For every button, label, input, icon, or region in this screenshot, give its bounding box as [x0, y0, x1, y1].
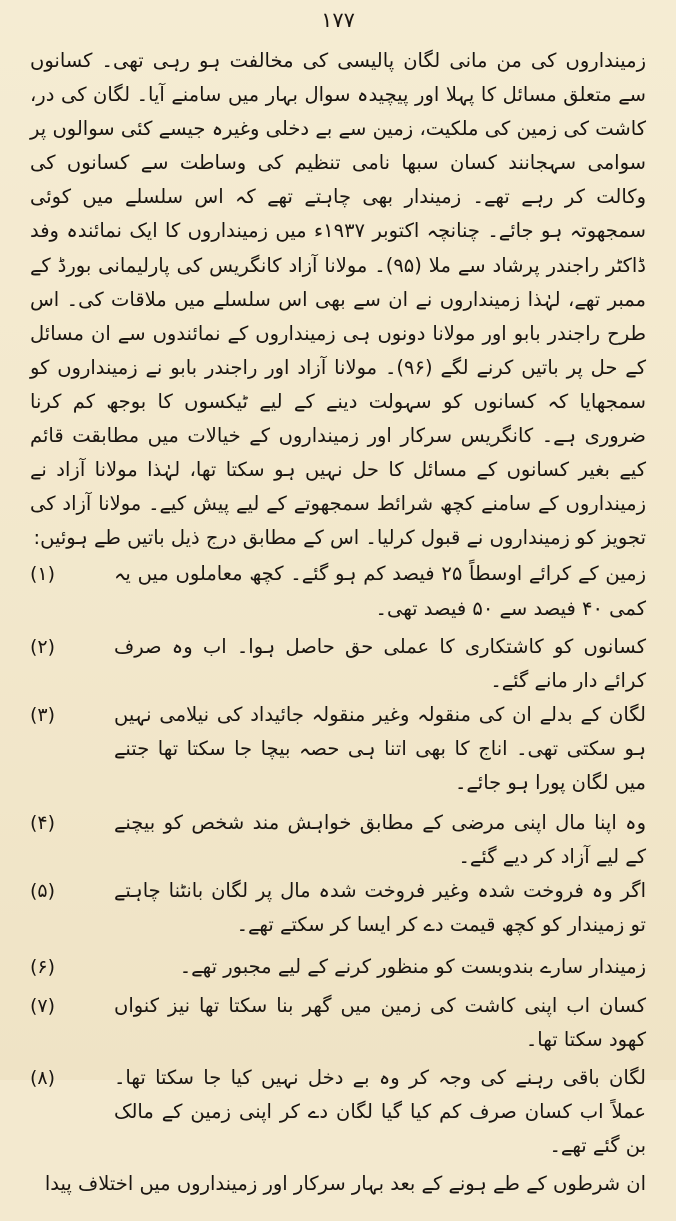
item-number: (۶) — [30, 956, 56, 979]
item-number: (۳) — [30, 703, 56, 726]
item-text: کسانوں کو کاشتکاری کا عملی حق حاصل ہوا۔ اب وہ صرف کرائے دار مانے گئے۔ — [114, 634, 646, 692]
list-item — [30, 630, 646, 698]
closing-line: ان شرطوں کے طے ہونے کے بعد بہار سرکار اور زمینداروں میں اختلاف پیدا — [44, 1172, 646, 1195]
item-text: زمین کے کرائے اوسطاً ۲۵ فیصد کم ہو گئے۔ کچھ معاملوں میں یہ کمی ۴۰ فیصد سے ۵۰ فیصد تھی۔ — [114, 562, 646, 620]
item-number: (۷) — [30, 994, 56, 1017]
list-item — [30, 557, 646, 625]
item-number: (۸) — [30, 1066, 56, 1089]
item-number: (۴) — [30, 812, 56, 835]
item-number: (۲) — [30, 635, 56, 658]
list-item — [30, 698, 646, 800]
list-item — [30, 874, 646, 942]
item-text: زمیندار سارے بندوبست کو منظور کرنے کے لیے مجبور تھے۔ — [179, 955, 646, 979]
conditions-list — [30, 557, 646, 1163]
item-text: کسان اب اپنی کاشت کی زمین میں گھر بنا سکتا تھا نیز کنواں کھود سکتا تھا۔ — [114, 993, 646, 1051]
list-item — [30, 806, 646, 874]
item-text: لگان کے بدلے ان کی منقولہ وغیر منقولہ جائیداد کی نیلامی نہیں ہو سکتی تھی۔ اناج کا بھی اتنا ہی حصہ بیچا جا سکتا تھا جتنے میں لگان پورا ہو جائے۔ — [114, 702, 646, 794]
list-item — [30, 950, 646, 984]
list-item — [30, 1061, 646, 1163]
item-text: وہ اپنا مال اپنی مرضی کے مطابق خواہش مند شخص کو بیچنے کے لیے آزاد کر دیے گئے۔ — [114, 811, 646, 869]
page-body — [30, 44, 646, 1221]
intro-paragraph: زمینداروں کی من مانی لگان پالیسی کی مخالفت ہو رہی تھی۔ کسانوں سے متعلق مسائل کا پہلا اور پیچیدہ سوال بہار میں سامنے آیا۔ لگان کی در، کاشت کی زمین کی ملکیت، زمین سے بے دخلی وغیرہ جیسے کئی سوالوں پر سوامی سہجانند کسان سبھا نامی تنظیم کی وساطت سے کسانوں کی وکالت کر رہے تھے۔ زمیندار بھی چاہتے تھے کہ اس سلسلے میں کوئی سمجھوتہ ہو جائے۔ چنانچہ اکتوبر ۱۹۳۷ء میں زمینداروں کا ایک نمائندہ وفد ڈاکٹر راجندر پرشاد سے ملا (۹۵)۔ مولانا آزاد کانگریس کی پارلیمانی بورڈ کے ممبر تھے، لہٰذا زمینداروں نے ان سے بھی اس سلسلے میں ملاقات کی۔ اس طرح راجندر بابو اور مولانا دونوں ہی زمینداروں کے نمائندوں سے ان مسائل کے حل پر باتیں کرنے لگے (۹۶)۔ مولانا آزاد اور راجندر بابو نے زمینداروں کو سمجھایا کہ کسانوں کو سہولت دینے کے لیے ٹیکسوں کا بوجھ کم کرنا ضروری ہے۔ کانگریس سرکار اور زمینداروں کے خیالات میں مطابقت قائم کیے بغیر کسانوں کے مسائل کا حل نہیں ہو سکتا تھا، لہٰذا مولانا آزاد نے زمینداروں کے سامنے کچھ شرائط سمجھوتے کے لیے پیش کیے۔ مولانا آزاد کی تجویز کو زمینداروں نے قبول کرلیا۔ اس کے مطابق درج ذیل باتیں طے ہوئیں: — [30, 49, 647, 550]
item-number: (۱) — [30, 563, 56, 586]
item-text: لگان باقی رہنے کی وجہ کر وہ بے دخل نہیں کیا جا سکتا تھا۔ عملاً اب کسان صرف کم کیا گیا لگان دے کر اپنی زمین کے مالک بن گئے تھے۔ — [114, 1065, 646, 1157]
item-number: (۵) — [30, 880, 56, 903]
page-number: ۱۷۷ — [321, 8, 355, 32]
item-text: اگر وہ فروخت شدہ وغیر فروخت شدہ مال پر لگان بانٹنا چاہتے تو زمیندار کو کچھ قیمت دے کر ایسا کر سکتے تھے۔ — [114, 879, 646, 937]
list-item — [30, 989, 646, 1057]
